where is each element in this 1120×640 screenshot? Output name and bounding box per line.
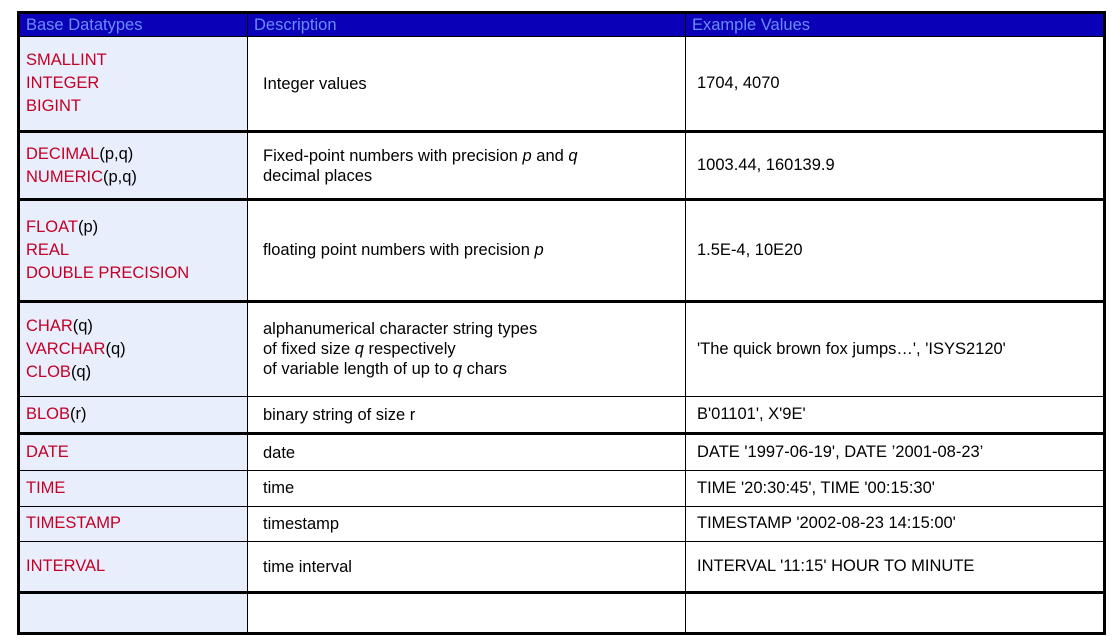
datatype-cell — [19, 301, 248, 396]
datatype-params: (q) — [72, 316, 93, 335]
description-text: timestamp — [263, 514, 340, 533]
description-text: floating point numbers with precision p — [263, 241, 544, 260]
datatype-name — [26, 477, 241, 500]
datatype-cell — [19, 132, 248, 199]
table-row — [19, 593, 1105, 634]
table-row — [19, 132, 1105, 199]
datatype-keyword: BIGINT — [26, 97, 82, 116]
table-row — [19, 397, 1105, 434]
example-cell: 1.5E-4, 10E20 — [686, 199, 1105, 301]
description-text: binary string of size r — [263, 405, 416, 424]
description-cell — [248, 199, 686, 301]
description-text: Fixed-point numbers with precision p and q decimal places — [263, 146, 578, 185]
table-row — [19, 301, 1105, 396]
datatype-keyword: BLOB — [26, 405, 71, 424]
datatype-params: (p,q) — [99, 144, 134, 163]
datatype-cell — [19, 199, 248, 301]
header-example-values: Example Values — [686, 13, 1105, 37]
description-cell — [248, 434, 686, 471]
datatype-params: (q) — [70, 362, 92, 381]
datatype-name — [26, 95, 241, 118]
table-row — [19, 199, 1105, 301]
header-row — [19, 13, 1105, 37]
table-row — [19, 434, 1105, 471]
datatype-cell — [19, 542, 248, 593]
datatype-cell — [19, 397, 248, 434]
datatype-cell — [19, 471, 248, 507]
datatype-keyword: DOUBLE PRECISION — [26, 263, 190, 282]
datatype-name — [26, 403, 241, 426]
example-cell: 1003.44, 160139.9 — [686, 132, 1105, 199]
datatype-name — [26, 239, 241, 262]
example-cell: TIMESTAMP '2002-08-23 14:15:00' — [686, 506, 1105, 542]
description-text: time — [263, 479, 295, 498]
table-row — [19, 506, 1105, 542]
datatype-name — [26, 216, 241, 239]
example-cell — [686, 593, 1105, 634]
datatype-name — [26, 361, 241, 384]
example-cell: DATE '1997-06-19', DATE ’2001-08-23’ — [686, 434, 1105, 471]
datatype-keyword: TIMESTAMP — [26, 514, 122, 533]
description-text: time interval — [263, 557, 352, 576]
header-description: Description — [248, 13, 686, 37]
datatype-keyword: FLOAT — [26, 217, 78, 236]
datatype-keyword: REAL — [26, 240, 70, 259]
table-row — [19, 542, 1105, 593]
datatype-keyword: NUMERIC — [26, 167, 103, 186]
datatype-cell — [19, 506, 248, 542]
datatype-keyword: INTEGER — [26, 74, 100, 93]
datatype-name — [26, 262, 241, 285]
description-cell — [248, 397, 686, 434]
datatype-name — [26, 143, 241, 166]
datatype-keyword: INTERVAL — [26, 557, 106, 576]
datatype-params: (q) — [105, 339, 126, 358]
description-text: date — [263, 443, 296, 462]
datatype-name — [26, 166, 241, 189]
description-cell — [248, 506, 686, 542]
datatype-keyword: DECIMAL — [26, 144, 100, 163]
description-cell — [248, 132, 686, 199]
datatype-cell — [19, 593, 248, 634]
datatype-keyword: CHAR — [26, 316, 73, 335]
example-cell: TIME '20:30:45', TIME '00:15:30' — [686, 471, 1105, 507]
description-cell — [248, 542, 686, 593]
description-cell — [248, 471, 686, 507]
datatype-name — [26, 49, 241, 72]
datatype-keyword: SMALLINT — [26, 51, 107, 70]
example-cell: B'01101', X'9E' — [686, 397, 1105, 434]
datatype-name — [26, 555, 241, 578]
datatype-keyword: CLOB — [26, 362, 71, 381]
datatype-cell — [19, 434, 248, 471]
example-cell: 'The quick brown fox jumps…', 'ISYS2120' — [686, 301, 1105, 396]
datatype-keyword: DATE — [26, 443, 69, 462]
datatype-name — [26, 441, 241, 464]
datatype-name — [26, 338, 241, 361]
description-cell — [248, 37, 686, 132]
datatype-name — [26, 512, 241, 535]
example-cell: 1704, 4070 — [686, 37, 1105, 132]
datatype-name — [26, 315, 241, 338]
header-base-datatypes: Base Datatypes — [19, 13, 248, 37]
example-cell: INTERVAL '11:15' HOUR TO MINUTE — [686, 542, 1105, 593]
datatype-keyword: TIME — [26, 478, 66, 497]
table-row — [19, 37, 1105, 132]
datatype-name — [26, 72, 241, 95]
datatype-params: (r) — [70, 405, 87, 424]
datatype-cell — [19, 37, 248, 132]
description-text: alphanumerical character string types of fixed size q respectively of variable length of up to q chars — [263, 320, 538, 379]
description-text: Integer values — [263, 74, 367, 93]
datatype-params: (p,q) — [103, 167, 137, 186]
datatypes-table — [17, 11, 1106, 635]
datatype-keyword: VARCHAR — [26, 339, 106, 358]
datatype-params: (p) — [77, 217, 99, 236]
description-cell — [248, 301, 686, 396]
description-cell — [248, 593, 686, 634]
table-row — [19, 471, 1105, 507]
